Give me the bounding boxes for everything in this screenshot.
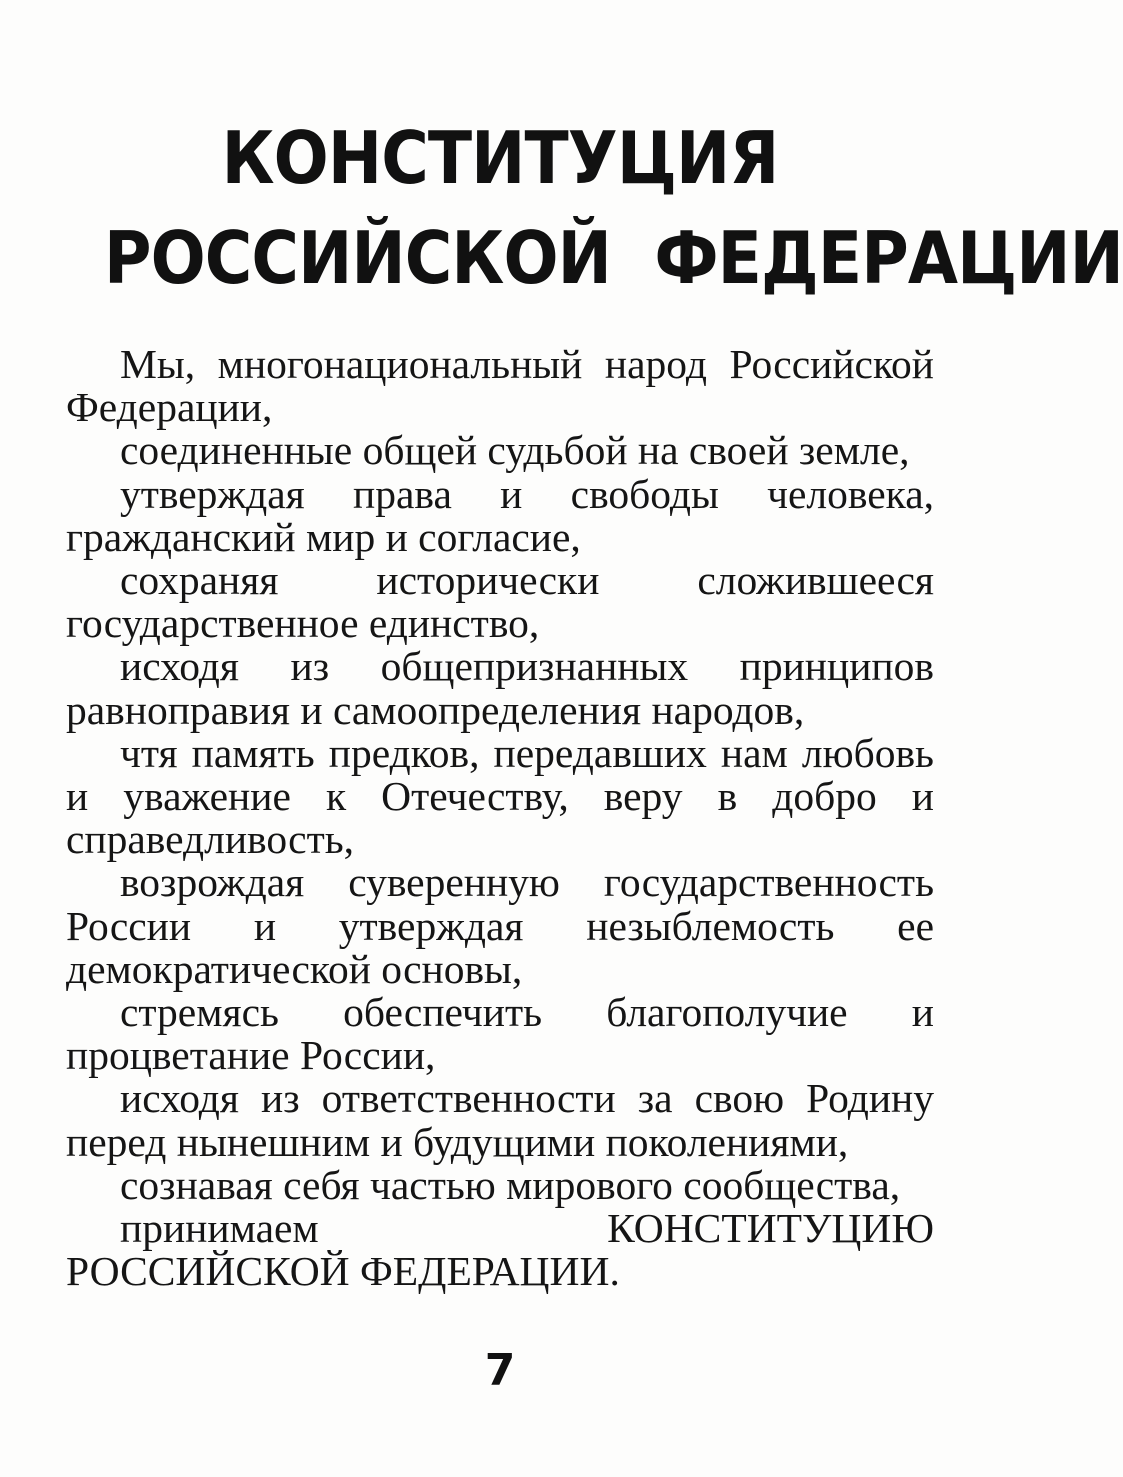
preamble-paragraph: исходя из ответственности за свою Родину перед нынешним и будущими поколениями, <box>66 1075 934 1165</box>
preamble-paragraph: стремясь обеспечить благополучие и процветание России, <box>66 989 934 1079</box>
preamble-paragraph: утверждая права и свободы человека, гражданский мир и согласие, <box>66 470 934 560</box>
preamble-paragraph: соединенные общей судьбой на своей земле, <box>120 427 910 474</box>
title-line-2: РОССИЙСКОЙ ФЕДЕРАЦИИ <box>104 216 1123 300</box>
preamble-paragraph: возрождая суверенную государственность России и утверждая незыблемость ее демократической основы, <box>66 859 934 992</box>
preamble-paragraph: исходя из общепризнанных принципов равноправия и самоопределения народов, <box>66 643 934 733</box>
preamble-paragraph: Мы, многонациональный народ Российской Федерации, <box>66 341 934 431</box>
preamble-text <box>66 343 934 1293</box>
preamble-paragraph: сохраняя исторически сложившееся государственное единство, <box>66 557 934 647</box>
title-line-1: КОНСТИТУЦИЯ <box>221 116 779 200</box>
page-number: 7 <box>484 1345 516 1396</box>
preamble-paragraph: сознавая себя частью мирового сообщества, <box>120 1161 901 1208</box>
preamble-paragraph: принимаем КОНСТИТУЦИЮ РОССИЙСКОЙ ФЕДЕРАЦИИ. <box>66 1205 934 1295</box>
document-title <box>60 108 1123 308</box>
preamble-paragraph: чтя память предков, передавших нам любовь и уважение к Отечеству, веру в добро и справедливость, <box>66 729 934 863</box>
